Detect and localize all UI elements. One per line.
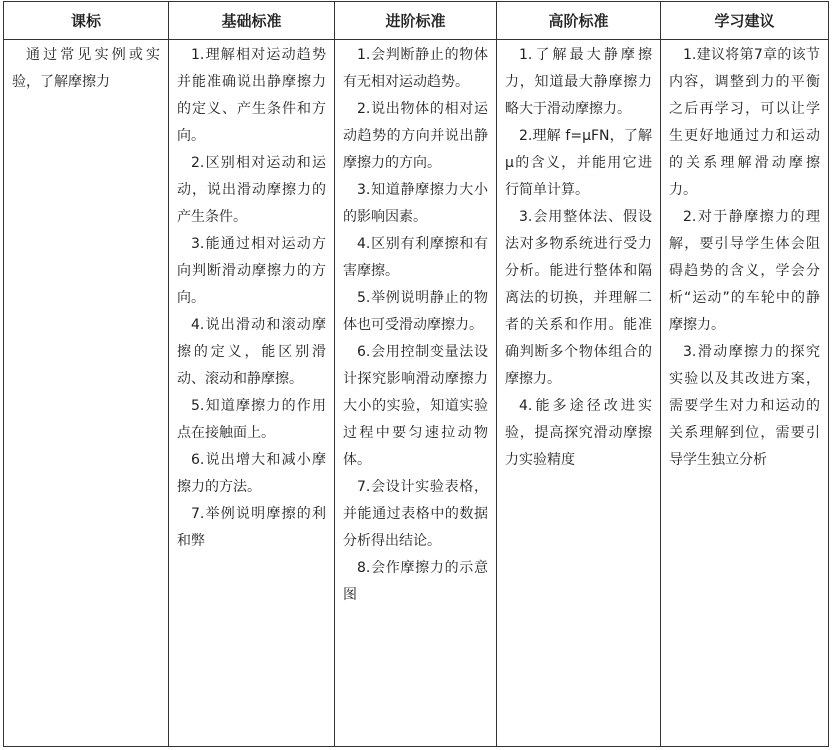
header-suggestion: 学习建议 <box>661 2 829 40</box>
basic-item: 3.能通过相对运动方向判断滑动摩擦力的方向。 <box>177 236 326 306</box>
suggestion-item: 2.对于静摩擦力的理解，要引导学生体会阻碍趋势的含义，学会分析“运动”的车轮中的静摩擦力。 <box>669 209 820 333</box>
advanced-item: 7.会设计实验表格，并能通过表格中的数据分析得出结论。 <box>343 479 488 549</box>
high-item: 1.了解最大静摩擦力，知道最大静摩擦力略大于滑动摩擦力。 <box>505 47 652 117</box>
suggestion-item: 3.滑动摩擦力的探究实验以及其改进方案，需要学生对力和运动的关系理解到位，需要引导学生独立分析 <box>669 344 820 468</box>
high-cell <box>497 40 661 747</box>
basic-item: 6.说出增大和减小摩擦力的方法。 <box>177 452 326 495</box>
basic-item: 2.区别相对运动和运动，说出滑动摩擦力的产生条件。 <box>177 155 326 225</box>
header-high: 高阶标准 <box>497 2 661 40</box>
header-row <box>4 2 829 40</box>
suggestion-cell <box>661 40 829 747</box>
advanced-item: 1.会判断静止的物体有无相对运动趋势。 <box>343 47 488 90</box>
basic-cell <box>169 40 335 747</box>
curriculum-cell <box>4 40 169 747</box>
high-item: 4.能多途径改进实验，提高探究滑动摩擦力实验精度 <box>505 398 652 468</box>
advanced-cell <box>335 40 497 747</box>
header-advanced: 进阶标准 <box>335 2 497 40</box>
basic-item: 4.说出滑动和滚动摩擦的定义，能区别滑动、滚动和静摩擦。 <box>177 317 326 387</box>
advanced-item: 3.知道静摩擦力大小的影响因素。 <box>343 182 488 225</box>
suggestion-item: 1.建议将第7章的该节内容，调整到力的平衡之后再学习，可以让学生更好地通过力和运动的关系理解滑动摩擦力。 <box>669 47 820 198</box>
basic-item: 7.举例说明摩擦的利和弊 <box>177 506 326 549</box>
advanced-item: 2.说出物体的相对运动趋势的方向并说出静摩擦力的方向。 <box>343 101 488 171</box>
advanced-item: 6.会用控制变量法设计探究影响滑动摩擦力大小的实验，知道实验过程中要匀速拉动物体。 <box>343 344 488 468</box>
content-row <box>4 40 829 747</box>
advanced-item: 5.举例说明静止的物体也可受滑动摩擦力。 <box>343 290 488 333</box>
advanced-item: 4.区别有利摩擦和有害摩擦。 <box>343 236 488 279</box>
high-item: 2.理解 f=μFN，了解μ的含义，并能用它进行简单计算。 <box>505 128 652 198</box>
header-curriculum: 课标 <box>4 2 169 40</box>
high-item: 3.会用整体法、假设法对多物系统进行受力分析。能进行整体和隔离法的切换，并理解二者的关系和作用。能准确判断多个物体组合的摩擦力。 <box>505 209 652 387</box>
basic-item: 5.知道摩擦力的作用点在接触面上。 <box>177 398 326 441</box>
standards-table <box>3 1 829 747</box>
advanced-item: 8.会作摩擦力的示意图 <box>343 560 488 603</box>
header-basic: 基础标准 <box>169 2 335 40</box>
curriculum-text: 通过常见实例或实验，了解摩擦力 <box>12 47 160 90</box>
basic-item: 1.理解相对运动趋势并能准确说出静摩擦力的定义、产生条件和方向。 <box>177 47 326 144</box>
